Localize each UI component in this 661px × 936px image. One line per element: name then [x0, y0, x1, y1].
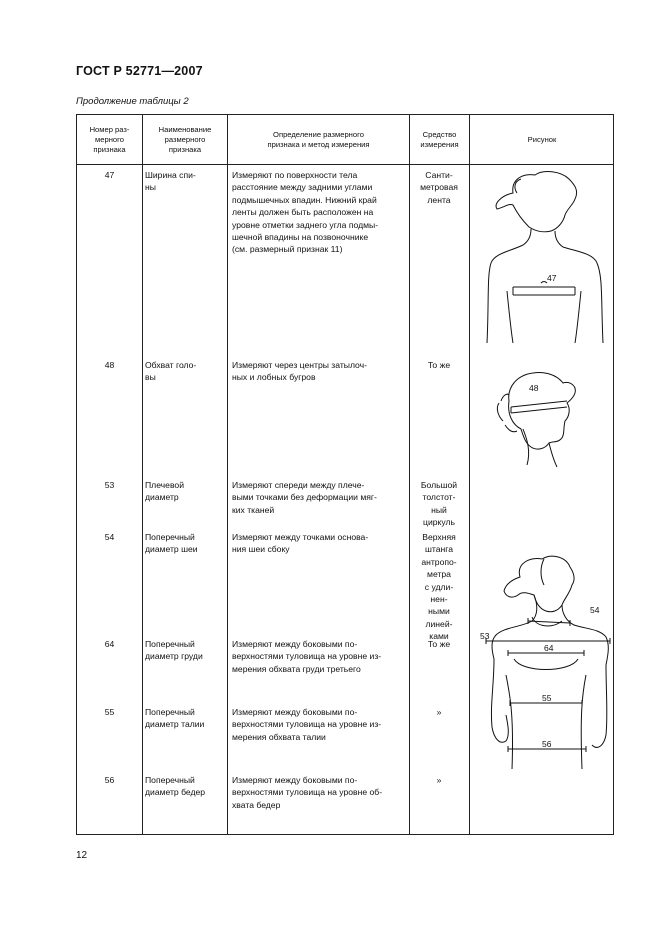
row-name: Поперечный диаметр шеи	[145, 532, 198, 555]
row-name: Поперечный диаметр бедер	[145, 775, 206, 798]
standard-title: ГОСТ Р 52771—2007	[76, 64, 203, 78]
back-figure-label: 47	[547, 273, 557, 283]
row-number: 64	[104, 639, 115, 649]
row-number: 53	[104, 480, 115, 490]
row-name: Поперечный диаметр талии	[145, 707, 205, 730]
column-divider	[469, 115, 470, 834]
row-number: 47	[104, 170, 115, 180]
front-figure-label-56: 56	[542, 739, 552, 749]
page-number: 12	[76, 850, 88, 861]
row-tool: То же	[427, 360, 451, 370]
header-number: Номер раз- мерного признака	[89, 124, 130, 154]
row-number: 48	[104, 360, 115, 370]
row-tool: Большой толстот- ный циркуль	[420, 480, 458, 528]
table-caption: Продолжение таблицы 2	[76, 96, 189, 107]
front-figure-label-64: 64	[544, 643, 554, 653]
row-definition: Измеряют спереди между плече- выми точками без деформации мяг- ких тканей	[232, 480, 377, 515]
row-number: 54	[104, 532, 115, 542]
column-divider	[227, 115, 228, 834]
row-definition: Измеряют между боковыми по- верхностями туловища на уровне из- мерения обхвата груди третьего	[232, 639, 382, 674]
row-definition: Измеряют между точками основа- ния шеи сбоку	[232, 532, 369, 555]
row-definition: Измеряют по поверхности тела расстояние между задними углами подмышечных впадин. Нижний край ленты должен быть расположен на уровне отметки заднего угла подмы- шечной впадины на позвоночнике (см. размерный признак 11)	[232, 170, 379, 255]
row-number: 56	[104, 775, 115, 785]
row-tool: Верхняя штанга антропо- метра с удли- нен- ными линей- ками	[421, 532, 457, 642]
row-tool: »	[436, 707, 442, 717]
front-figure-label-53: 53	[480, 631, 490, 641]
row-tool: »	[436, 775, 442, 785]
head-circumference-figure	[487, 369, 597, 469]
row-definition: Измеряют между боковыми по- верхностями туловища на уровне об- хвата бедер	[232, 775, 383, 810]
header-definition: Определение размерного признака и метод измерения	[267, 129, 370, 149]
row-definition: Измеряют через центры затылоч- ных и лобных бугров	[232, 360, 367, 383]
row-number: 55	[104, 707, 115, 717]
header-tool: Средство измерения	[420, 129, 459, 149]
column-divider	[142, 115, 143, 834]
header-name: Наименование размерного признака	[158, 124, 212, 154]
back-width-figure	[483, 171, 608, 346]
row-name: Обхват голо- вы	[145, 360, 197, 383]
front-figure-label-54: 54	[590, 605, 600, 615]
header-divider	[77, 164, 613, 165]
front-figure-label-55: 55	[542, 693, 552, 703]
measurement-table	[76, 114, 614, 835]
row-name: Плечевой диаметр	[145, 480, 184, 503]
row-definition: Измеряют между боковыми по- верхностями туловища на уровне из- мерения обхвата талии	[232, 707, 382, 742]
row-name: Поперечный диаметр груди	[145, 639, 203, 662]
row-name: Ширина спи- ны	[145, 170, 196, 193]
header-figure: Рисунок	[527, 134, 557, 144]
row-tool: Санти- метровая лента	[420, 170, 458, 205]
head-figure-label: 48	[529, 383, 539, 393]
front-diameters-figure	[482, 555, 614, 771]
column-divider	[409, 115, 410, 834]
row-tool: То же	[427, 639, 451, 649]
